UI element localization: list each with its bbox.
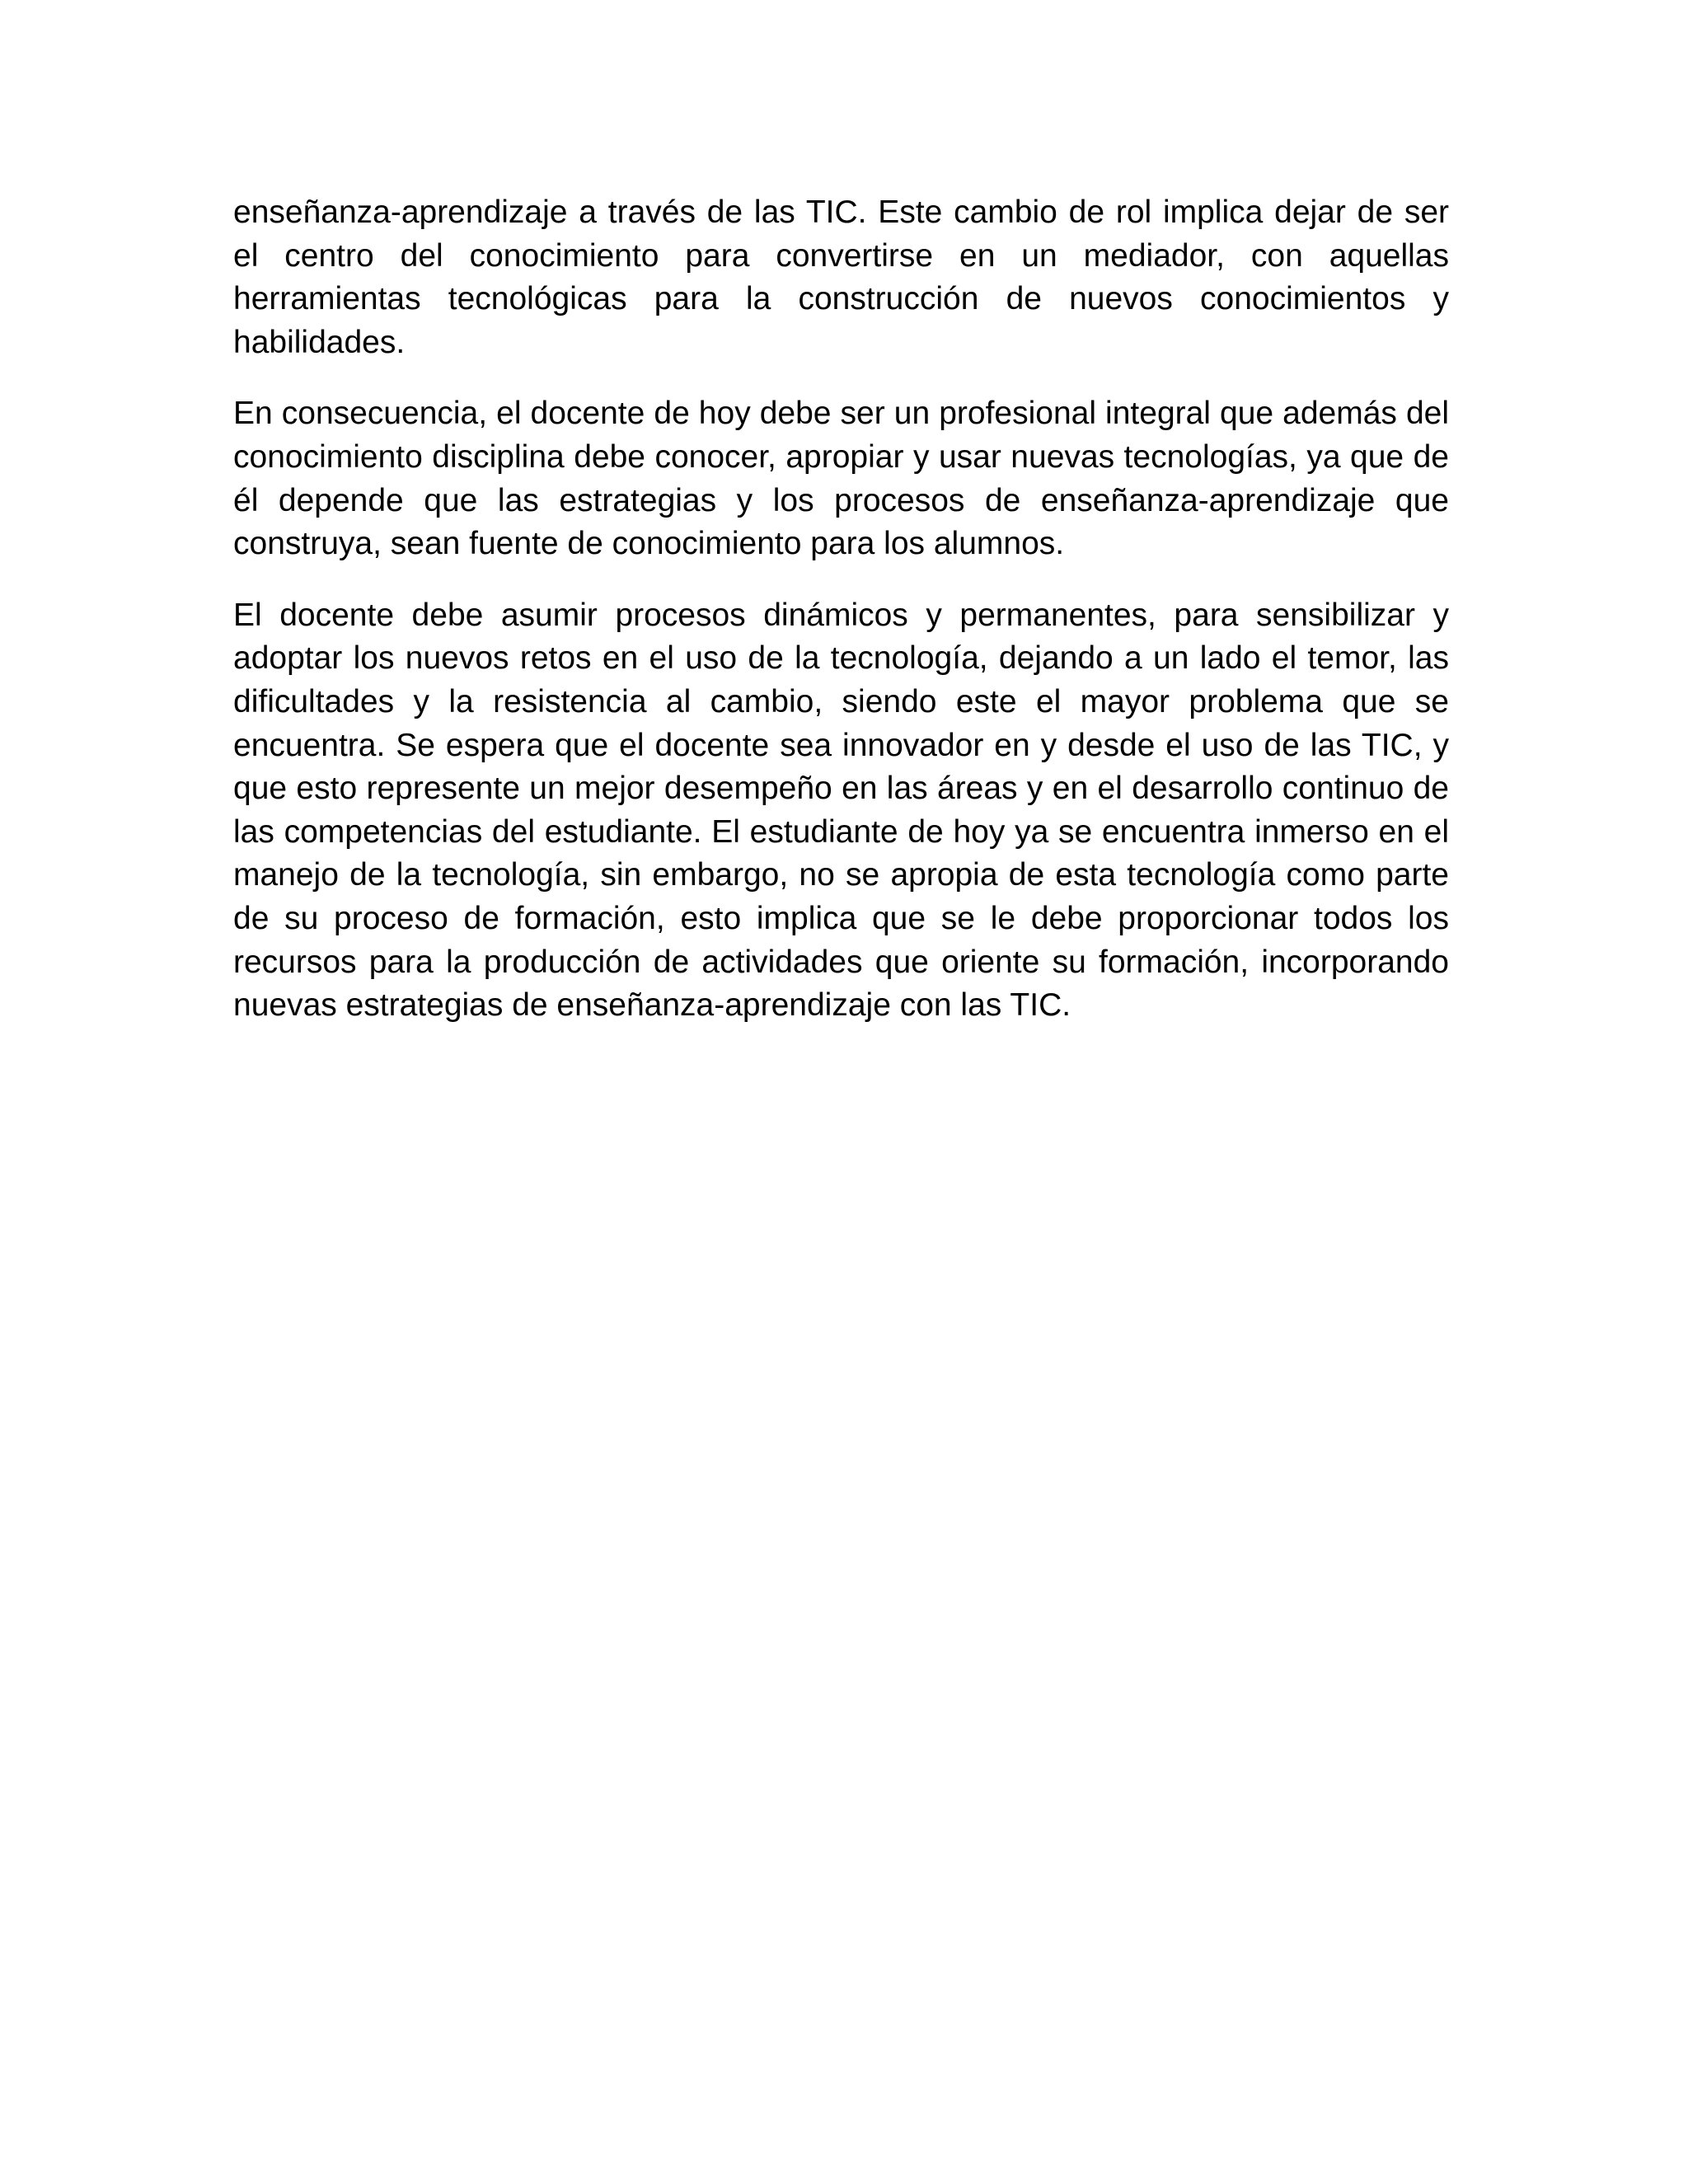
paragraph-2: En consecuencia, el docente de hoy debe ser un profesional integral que además del conocimiento disciplina debe conocer, apropiar y usar nuevas tecnologías, ya que de él depende que las estrategias y los procesos de enseñanza-aprendizaje que construya, sean fuente de conocimiento para los alumnos. <box>233 396 1449 562</box>
paragraph-1: enseñanza-aprendizaje a través de las TIC. Este cambio de rol implica dejar de ser el centro del conocimiento para convertirse en un mediador, con aquellas herramientas tecnológicas para la construcción de nuevos conocimientos y habilidades. <box>233 194 1449 360</box>
paragraph-3: El docente debe asumir procesos dinámicos y permanentes, para sensibilizar y adoptar los nuevos retos en el uso de la tecnología, dejando a un lado el temor, las dificultades y la resistencia al cambio, siendo este el mayor problema que se encuentra. Se espera que el docente sea innovador en y desde el uso de las TIC, y que esto represente un mejor desempeño en las áreas y en el desarrollo continuo de las competencias del estudiante. El estudiante de hoy ya se encuentra inmerso en el manejo de la tecnología, sin embargo, no se apropia de esta tecnología como parte de su proceso de formación, esto implica que se le debe proporcionar todos los recursos para la producción de actividades que oriente su formación, incorporando nuevas estrategias de enseñanza-aprendizaje con las TIC. <box>233 597 1449 1024</box>
document-body <box>233 191 1449 1056</box>
